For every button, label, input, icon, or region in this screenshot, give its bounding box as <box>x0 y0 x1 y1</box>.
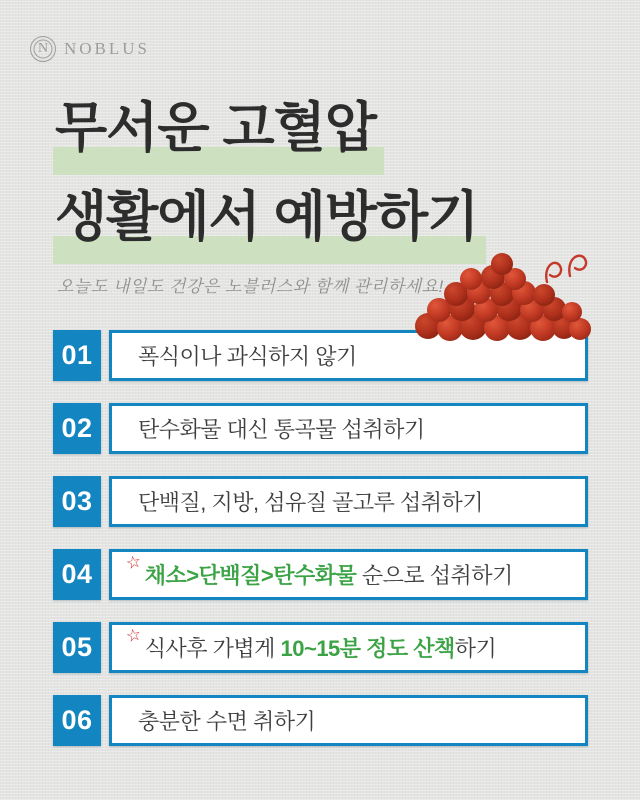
item-number-badge: 04 <box>53 549 101 600</box>
red-swirl-doodle-icon <box>546 256 586 282</box>
item-number-badge: 05 <box>53 622 101 673</box>
item-text-highlight: 채소>단백질>탄수화물 <box>144 563 357 588</box>
page-title <box>55 86 486 264</box>
tips-list <box>53 330 588 768</box>
item-number-badge: 02 <box>53 403 101 454</box>
list-item-06 <box>53 695 588 746</box>
item-number-badge: 06 <box>53 695 101 746</box>
list-item-02 <box>53 403 588 454</box>
item-text-box <box>109 549 588 600</box>
item-text: 탄수화물 대신 통곡물 섭취하기 <box>138 417 425 442</box>
brand-name: NOBLUS <box>64 39 151 58</box>
berries-image <box>412 250 597 345</box>
item-number-badge: 01 <box>53 330 101 381</box>
brand-monogram-icon: N <box>30 36 56 62</box>
item-text: 단백질, 지방, 섬유질 골고루 섭취하기 <box>138 490 483 515</box>
item-number-badge: 03 <box>53 476 101 527</box>
star-icon: ☆ <box>124 551 143 574</box>
list-item-05 <box>53 622 588 673</box>
item-text-box <box>109 403 588 454</box>
list-item-03 <box>53 476 588 527</box>
brand-logo <box>30 36 150 62</box>
subtitle: 오늘도 내일도 건강은 노블러스와 함께 관리하세요! <box>57 277 444 296</box>
item-text: 하기 <box>454 636 497 661</box>
item-text-box <box>109 622 588 673</box>
star-icon: ☆ <box>124 624 143 647</box>
item-text-box <box>109 476 588 527</box>
title-line-2: 생활에서 예방하기 <box>53 175 486 264</box>
item-text-highlight: 10~15분 정도 산책 <box>280 636 455 661</box>
title-line-1: 무서운 고혈압 <box>53 86 384 175</box>
item-text: 충분한 수면 취하기 <box>138 709 316 734</box>
item-text: 식사후 가볍게 <box>144 636 281 661</box>
list-item-04 <box>53 549 588 600</box>
berries-pile-graphic <box>412 250 597 345</box>
item-text-box <box>109 695 588 746</box>
item-text: 폭식이나 과식하지 않기 <box>138 344 357 369</box>
item-text: 순으로 섭취하기 <box>356 563 513 588</box>
